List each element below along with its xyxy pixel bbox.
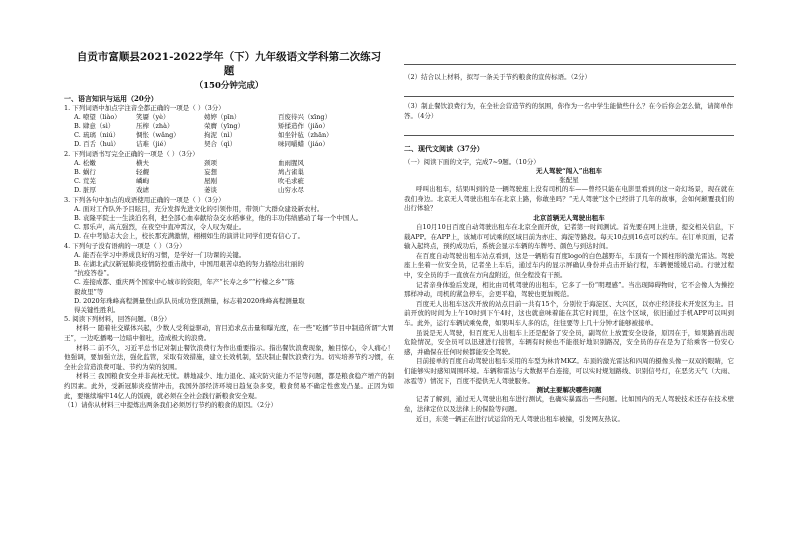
answer-line-5-3 bbox=[404, 121, 734, 136]
exam-title: 自贡市富顺县2021-2022学年（下）九年级语文学科第二次练习 题 bbox=[76, 51, 382, 77]
question-4-options bbox=[64, 251, 394, 315]
option-line: A. 面对工作队外予目眩目，充分发挥先进文化的引领作用，带领广大群众建设新农村。 bbox=[74, 204, 324, 213]
option-cell: 笑靥（yè） bbox=[136, 112, 170, 121]
option-cell: D. 脏厚 bbox=[74, 186, 97, 195]
option-cell: 颈项 bbox=[204, 158, 217, 167]
option-cell: 萎谈 bbox=[204, 186, 217, 195]
section-heading-1: 一、语言知识与运用（20分） bbox=[64, 94, 158, 103]
option-cell: 矫揉造作（jiǎo） bbox=[278, 121, 329, 130]
exam-duration: （150分钟完成） bbox=[194, 81, 264, 91]
option-line: 得关键性胜利。 bbox=[74, 305, 120, 314]
option-cell: 血雨腥风 bbox=[278, 158, 304, 167]
option-line: A. 能否在学习中养成良好的习惯，是学好一门功课的关键。 bbox=[74, 250, 246, 259]
option-cell: 吹毛求疵 bbox=[278, 177, 304, 186]
question-3-options bbox=[64, 205, 394, 242]
option-cell: 山穷水尽 bbox=[278, 186, 304, 195]
option-line: “抗疫答卷”。 bbox=[74, 269, 114, 278]
question-5-2: （2）结合以上材料，拟写一条关于节约粮食的宣传标语。（2分） bbox=[404, 73, 592, 81]
option-cell: B. 蜗行 bbox=[74, 167, 96, 176]
article-paragraph: 呼叫出租车，结果叫到的是一辆驾驶座上没有司机的车——曾经只能在电影里看到的这一奇幻场景，现在就在我们身边。北京无人驾驶出租车在北京上路，你敢坐吗？“无人驾驶”这个已经讲了几年的故事，会如何颠覆我们的出行体验？ bbox=[404, 185, 734, 213]
option-line: 毅故里”等 bbox=[74, 287, 104, 296]
answer-line-top bbox=[404, 64, 736, 65]
option-cell: C. 荒芜 bbox=[74, 177, 96, 186]
option-row bbox=[64, 159, 394, 168]
option-cell: C. 琉璃（niú） bbox=[74, 131, 120, 140]
question-2-options bbox=[64, 159, 394, 196]
option-cell: 屋剐 bbox=[204, 177, 217, 186]
option-cell: A. 松嫩 bbox=[74, 158, 96, 167]
material-3: 材料三 我国粮食安全并非高枕无忧。耕地减少、地力退化、减灾防灾能力不足等问题，都是粮食稳产增产的制约因素。此外，受新冠肺炎疫情冲击，我国外部经济环境日趋复杂多变，粮食贸易不确定性愈发凸显。正因为如此，要继续端牢14亿人的饭碗，就必须在全社会践行新粮食安全观。 bbox=[64, 372, 394, 400]
right-column bbox=[404, 72, 734, 424]
article-section-title: 测试主要解决哪些问题 bbox=[536, 386, 602, 395]
article-paragraph: 虽说是无人驾驶，但百度无人出租车上还是配备了安全员，副驾位上放置安全设备，原因在于，如果路面出现危险情况，安全员可以迅速进行接管，车辆有时候也不能很好地识别路况，安全员的存在是为了给乘客一份安心感，并确保在任何时候都能安全驾驶。 bbox=[404, 328, 734, 356]
option-cell: 拘泥（nì） bbox=[204, 131, 237, 140]
option-row bbox=[64, 140, 394, 149]
option-line: C. 连接成都、重庆两个国家中心城市的资阳，年产“长寿之乡”“柠檬之乡”“陈 bbox=[74, 278, 295, 287]
option-row bbox=[64, 113, 394, 122]
option-line: B. 袁隆平院士一生淡泊名利，把全部心血奉献给杂交水稻事业，他的丰功伟绩感动了每一个中国人。 bbox=[74, 213, 363, 222]
article-paragraph: 记者亲身体验后发现，相比由司机驾驶的出租车，它多了一份“明理感”。当出现障碍物时，它不会像人为操控那样冲动，司机的紧急停车，会更平稳，驾驶也更加规范。 bbox=[404, 280, 734, 299]
option-cell: 契合（qì） bbox=[204, 140, 237, 149]
option-cell: 惆怅（wǎng） bbox=[136, 131, 180, 140]
article-paragraph: 在百度自动驾驶出租车站点看到，这是一辆贴有百度logo的白色越野车，车顶有一个圆柱形的激光雷达。驾驶座上坐着一位安全员，记者坐上车后，通过车内的显示屏确认身份并点击开始行程，车辆便缓缓启动。行驶过程中，安全员的手一直放在方向盘附近，但全程没有干预。 bbox=[404, 251, 734, 280]
option-cell: 味同嚼蜡（jiáo） bbox=[278, 140, 329, 149]
option-cell: A. 嘹望（liào） bbox=[74, 112, 121, 121]
question-5-1: （1）请你从材料三中提炼出两条我们必须厉行节约的粮食的原因。（2分） bbox=[64, 401, 278, 410]
answer-line-5-2 bbox=[404, 82, 734, 97]
option-line: C. 那乐声，高亢强烈，在夜空中直冲霄汉，令人叹为观止。 bbox=[74, 223, 246, 232]
option-cell: B. 肆意（sì） bbox=[74, 121, 115, 130]
material-2: 材料二 前不久，习近平总书记对制止餐饮浪费行为作出重要指示。指出餐饮浪费现象，触目惊心，令人痛心！他强调，要加强立法，强化监管，采取有效措施，建立长效机制，坚决制止餐饮浪费行为。切实培养节约习惯，在全社会营造浪费可耻、节约为荣的氛围。 bbox=[64, 343, 394, 371]
option-line: B. 在湖北武汉新冠肺炎疫情防控重击战中，中国用艰苦卓绝的努力描绘出壮丽的 bbox=[74, 259, 304, 268]
question-3-stem: 3. 下列各句中加点的成语使用正确的一项是（ ）（3分） bbox=[64, 195, 225, 204]
section-heading-2: 二、现代文阅读（37分） bbox=[404, 144, 484, 153]
article-title: 无人驾驶“闯入”出租车 bbox=[536, 166, 602, 175]
article-paragraph: 记者了解到，通过无人驾驶出租车进行测试，也确实暴露出一些问题。比如国内的无人驾驶技术还存在技术壁垒，法律定位以及法律上的保险等问题。 bbox=[404, 395, 734, 413]
article-paragraph: 目前接单的百度自动驾驶出租车采用的车型为林肯MKZ。车顶的激光雷达和四周的摄像头像一双双的眼睛，它们能够实时感知周围环境。车辆和雷达与大数据平台连接，可以实时规划路线、识别信号灯，在恶劣天气（大雨、冰雹等）情况下，百度不提供无人驾驶服务。 bbox=[404, 357, 734, 385]
option-row bbox=[64, 168, 394, 177]
option-cell: 诘难（jié） bbox=[136, 140, 170, 149]
left-column bbox=[64, 50, 394, 410]
article-author: 张配星 bbox=[559, 175, 579, 184]
option-cell: 娉婷（pīn） bbox=[204, 112, 241, 121]
reading-instruction: （一）阅读下面的文字，完成7~9题。（10分） bbox=[404, 157, 540, 166]
question-2-stem: 2. 下列词语书写完全正确的一项是（ ）（3分） bbox=[64, 149, 199, 158]
option-cell: 压榨（zhà） bbox=[136, 121, 174, 130]
option-row bbox=[64, 131, 394, 140]
article-paragraph: 近日，东莞一辆正在进行试运营的无人驾驶出租车被撞，引发网友热议。 bbox=[416, 414, 624, 423]
question-4-stem: 4. 下列句子没有语病的一项是（ ）（3分） bbox=[64, 241, 186, 250]
option-row bbox=[64, 186, 394, 195]
option-line: D. 在中考励志大会上，校长那充满激情，栩栩如生的演讲让同学们更有信心了。 bbox=[74, 232, 305, 241]
question-5-3: （3）制止餐饮浪费行为，在全社会营造节约的氛围，你作为一名中学生能做些什么？在今后你会怎么做，请简单作答。（4分） bbox=[404, 102, 734, 120]
option-line: D. 2020年珠峰高程测量登山队队员成功登顶测量，标志着2020珠峰高程测量取 bbox=[74, 296, 305, 305]
option-cell: 妄想 bbox=[204, 167, 217, 176]
option-row bbox=[64, 122, 394, 131]
question-5-stem: 5. 阅读下列材料，回答问题。（8分） bbox=[64, 315, 171, 324]
option-cell: D. 百舌（huì） bbox=[74, 140, 120, 149]
article-paragraph: 自10月10日百度自动驾驶出租车在北京全面开放，记者第一时间测试。首先要在网上注册，提交相关信息，下载APP。在APP上，该城市可试乘的区域目前为亦庄、海淀等路段。每天10点到16点可以约车。在订单页面，记者输入起终点，预约成功后，系统会显示车辆的车牌号、颜色与到达时间。 bbox=[404, 223, 734, 251]
option-cell: 如坐针毡（zhān） bbox=[278, 131, 333, 140]
material-1: 材料一 随着社交媒体兴起，少数人受利益驱动，盲目追求点击量和曝光度，在一些“吃播”节目中制造所谓“大胃王”，一边吃播喝一边暗中催吐，造成极大的浪费。 bbox=[64, 324, 394, 342]
option-cell: 荣膺（yīng） bbox=[204, 121, 245, 130]
option-cell: 嶙峋 bbox=[136, 177, 149, 186]
option-cell: 鸠占雀巢 bbox=[278, 167, 304, 176]
option-cell: 横夫 bbox=[136, 158, 149, 167]
question-1-stem: 1. 下列词语中加点字注音全都正确的一项是（ ）（3分） bbox=[64, 103, 225, 112]
option-cell: 百废待兴（xīng） bbox=[278, 112, 332, 121]
article-section-title: 北京首辆无人驾驶出租车 bbox=[533, 213, 605, 222]
option-row bbox=[64, 177, 394, 186]
option-cell: 戏谑 bbox=[136, 186, 149, 195]
question-1-options bbox=[64, 113, 394, 150]
option-cell: 轻觑 bbox=[136, 167, 149, 176]
article-paragraph: 百度无人出租车这次开放的站点目前一共有15个，分别位于海淀区、大兴区，以亦庄经济技术开发区为主。目前开放的时间为上午10时到下午4时，这也就意味着能在其它时间里，在这个区域，依旧通过手机APP可以叫到车。此外，运行车辆试乘免费，如果叫车人多的话，往往要等上几十分钟才能够被接单。 bbox=[404, 299, 734, 328]
